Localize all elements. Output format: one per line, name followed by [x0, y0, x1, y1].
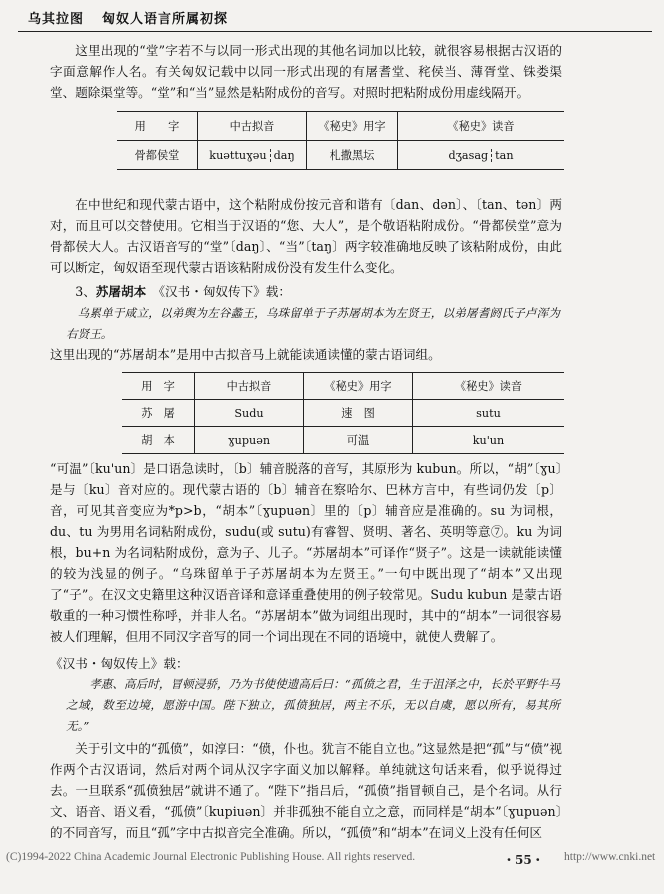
t1-mc-suffix: daŋ [270, 149, 295, 162]
t1-header-mc: 中古拟音 [198, 112, 307, 141]
header-title: 匈奴人语言所属初探 [102, 12, 229, 27]
t2-cell: 可温 [304, 427, 413, 454]
copyright-line: (C)1994-2022 China Academic Journal Electronic Publishing House. All rights reserved. [6, 851, 416, 863]
quote-1: 乌累单于咸立，以弟舆为左谷蠡王，乌珠留单于子苏屠胡本为左贤王，以弟屠耆阏氏子卢浑为右贤王。 [66, 306, 560, 341]
table-1 [117, 111, 564, 170]
t2-cell: ku'un [413, 427, 565, 454]
section-number: 3、 [75, 284, 96, 299]
t1-cell-ms-reading [398, 141, 565, 170]
t2-cell: sutu [413, 400, 565, 427]
t2-header-mc: 中古拟音 [195, 373, 304, 400]
t2-cell: 胡 本 [122, 427, 195, 454]
t1-header-chars: 用 字 [117, 112, 198, 141]
paragraph-2: 在中世纪和现代蒙古语中，这个粘附成份按元音和谐有〔dan、dǝn〕、〔tan、tǝn〕两对，而且可以交替使用。它相当于汉语的“您、大人”，是个敬语粘附成份。“骨都侯堂”意为骨都侯大人。古汉语音写的“堂”〔daŋ〕、“当”〔taŋ〕两字较准确地反映了该粘附成份，由此可以断定，匈奴语至现代蒙古语该粘附成份没有发生什么变化。 [50, 197, 562, 275]
section-3-heading [50, 281, 562, 302]
t2-header-ms-reading: 《秘史》读音 [413, 373, 565, 400]
section-source: 《汉书・匈奴传下》载： [158, 284, 291, 299]
t2-cell: Sudu [195, 400, 304, 427]
paragraph-4: “可温”〔ku'un〕是口语急读时，〔b〕辅音脱落的音写，其原形为 kubun。所以，“胡”〔ɣu〕是与〔ku〕音对应的。现代蒙古语的〔b〕辅音在察哈尔、巴林方言中，有些词仍发〔p〕音，可见其音变应为*p>b，“胡本”〔ɣupuǝn〕里的〔p〕辅音应是准确的。su 为词根，du、tu 为男用名词粘附成份，sudu(或 sutu)有睿智、贤明、著名、英明等意⑦。ku 为词根，bu+n 为名词粘附成份，意为子、儿子。“苏屠胡本”可译作“贤子”。这是一读就能读懂的较为浅显的例子。“乌珠留单于子苏屠胡本为左贤王。”一句中既出现了“胡本”又出现了“子”。在汉文史籍里这种汉语音译和意译重叠使用的例子较常见。Sudu kubun 是蒙古语敬重的一种习惯性称呼，并非人名。“苏屠胡本”做为词组出现时，其中的“胡本”一词很容易被人们理解，但用不同汉字音写的同一个词出现在不同的语境中，就使人费解了。 [50, 461, 562, 644]
paragraph-6: 关于引文中的“孤偾”，如淳曰：“偾，仆也。犹言不能自立也。”这显然是把“孤”与“偾”视作两个古汉语词，然后对两个词从汉字字面义加以解释。单纯就这句话来看，似乎说得过去。一旦联系“孤偾独居”就讲不通了。“陛下”指吕后，“孤偾”指冒顿自己，是个名词。从行文、语音、语义看，“孤偾”〔kupiuǝn〕并非孤独不能自立之意，而同样是“胡本”〔ɣupuǝn〕的不同音写，而且“孤”字中古拟音完全准确。所以，“孤偾”和“胡本”在词义上没有任何区 [50, 741, 562, 840]
page-number: ・55・ [503, 853, 544, 867]
t1-header-ms-chars: 《秘史》用字 [307, 112, 398, 141]
quote-2: 孝惠、高后时，冒顿浸骄，乃为书使使遗高后曰：“孤偾之君，生于沮泽之中，长於平野牛马之域，数至边境，愿游中国。陛下独立，孤偾独居，两主不乐，无以自虞，愿以所有，易其所无。” [66, 677, 560, 733]
t1-header-ms-reading: 《秘史》读音 [398, 112, 565, 141]
t2-cell: 速 图 [304, 400, 413, 427]
paragraph-3: 这里出现的“苏屠胡本”是用中古拟音马上就能读通读懂的蒙古语词组。 [50, 347, 441, 362]
paragraph-1: 这里出现的“堂”字若不与以同一形式出现的其他名词加以比较，就很容易根据古汉语的字面意解作人名。有关匈奴记载中以同一形式出现的有屠耆堂、秺侯当、薄胥堂、铢娄渠堂、题除渠堂等。“堂”和“当”显然是粘附成份的音写。对照时把粘附成份用虚线隔开。 [50, 43, 562, 100]
section-term: 苏屠胡本 [95, 284, 147, 299]
t1-cell-ms-chars: 札撒黑坛 [307, 141, 398, 170]
paragraph-5: 《汉书・匈奴传上》载： [50, 656, 189, 671]
t2-cell: ɣupuǝn [195, 427, 304, 454]
t1-cell-chars: 骨都侯堂 [134, 149, 180, 162]
table-2 [122, 372, 564, 454]
table-row [122, 427, 564, 454]
t2-header-ms-chars: 《秘史》用字 [304, 373, 413, 400]
t2-header-chars: 用 字 [122, 373, 195, 400]
footer-url[interactable]: http://www.cnki.net [564, 851, 656, 863]
header-author: 乌其拉图 [28, 12, 85, 27]
running-header [28, 8, 228, 27]
t1-ms-stem: dʒasag [448, 148, 489, 162]
t1-mc-stem: kuǝttuɣǝu [209, 148, 267, 162]
t2-cell: 苏 屠 [122, 400, 195, 427]
header-rule [18, 31, 652, 32]
t1-ms-suffix: tan [491, 149, 513, 162]
t1-cell-mc [198, 141, 307, 170]
table-row [122, 400, 564, 427]
